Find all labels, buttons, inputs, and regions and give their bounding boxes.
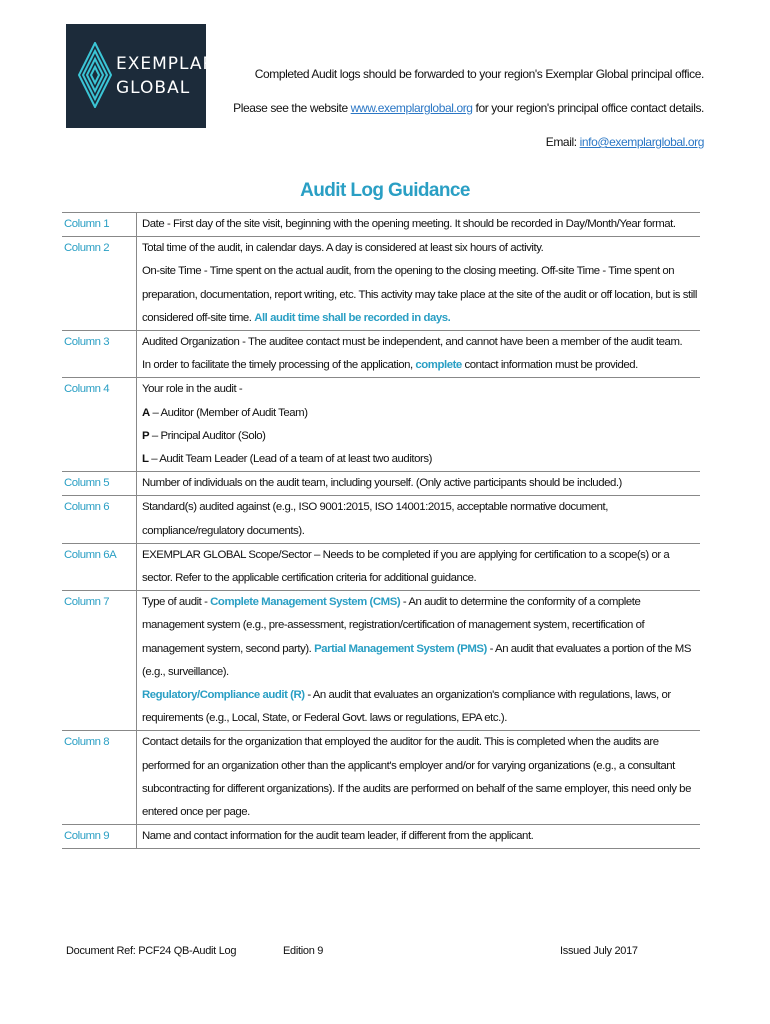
desc-line: Your role in the audit - — [142, 383, 243, 396]
desc-text: Type of audit - — [142, 596, 211, 609]
column-label: Column 7 — [62, 591, 137, 731]
desc-line — [142, 260, 700, 330]
desc-line: Audited Organization - The auditee contact must be independent, and cannot have been a member of the audit team. — [142, 336, 683, 349]
desc-text: - An audit to determine the conformity of a complete management system (e.g., pre-assessment, registration/certification of management system, recertification of management system, second party). — [142, 596, 645, 655]
desc-emphasis: All audit time shall be recorded in days. — [254, 311, 451, 324]
desc-text: In order to facilitate the timely processing of the application, — [142, 359, 416, 372]
header-website-line — [233, 101, 704, 115]
column-description: EXEMPLAR GLOBAL Scope/Sector – Needs to be completed if you are applying for certification to a scope(s) or a sector. Refer to the applicable certification criteria for additional guidance. — [142, 548, 670, 585]
email-label: Email: — [545, 135, 580, 149]
column-description: Date - First day of the site visit, beginning with the opening meeting. It should be recorded in Day/Month/Year format. — [142, 218, 676, 230]
table-row — [62, 331, 700, 378]
pms-term: Partial Management System (PMS) — [314, 642, 487, 655]
desc-text: - An audit that evaluates an organization's compliance with regulations, laws, or requirements (e.g., Local, State, or Federal Govt. laws or regulations, EPA etc.). — [142, 689, 671, 725]
column-label: Column 4 — [62, 378, 137, 472]
column-description — [137, 378, 701, 472]
website-link[interactable]: www.exemplarglobal.org — [350, 101, 473, 115]
header-note: Completed Audit logs should be forwarded to your region's Exemplar Global principal office. — [254, 67, 704, 81]
column-label: Column 9 — [62, 825, 137, 849]
column-description — [137, 331, 701, 378]
column-label: Column 1 — [62, 213, 137, 237]
website-prefix: Please see the website — [233, 101, 351, 115]
role-code: P — [142, 429, 150, 442]
exemplar-global-logo — [66, 24, 216, 128]
role-code: A — [142, 406, 150, 419]
cms-term: Complete Management System (CMS) — [210, 596, 401, 609]
role-auditor — [142, 402, 700, 425]
role-leader — [142, 448, 700, 471]
table-row — [62, 237, 700, 331]
role-text: – Auditor (Member of Audit Team) — [149, 406, 308, 419]
footer-edition: Edition 9 — [283, 945, 324, 957]
role-principal — [142, 425, 700, 448]
desc-text: - An audit that evaluates a portion of the MS (e.g., surveillance). — [142, 642, 691, 678]
guidance-table — [62, 212, 700, 849]
column-description — [137, 237, 701, 331]
footer-issued: Issued July 2017 — [560, 945, 638, 957]
column-description: Standard(s) audited against (e.g., ISO 9001:2015, ISO 14001:2015, acceptable normative document, compliance/regulatory documents). — [142, 501, 608, 537]
desc-line — [142, 354, 700, 377]
column-label: Column 5 — [62, 472, 137, 496]
column-label: Column 6 — [62, 496, 137, 543]
page-title: Audit Log Guidance — [300, 180, 470, 201]
desc-text: contact information must be provided. — [461, 359, 638, 372]
desc-emphasis: complete — [415, 359, 462, 372]
table-row — [62, 591, 700, 731]
role-text: – Principal Auditor (Solo) — [149, 429, 266, 442]
table-row — [62, 543, 700, 590]
column-label: Column 8 — [62, 731, 137, 825]
column-description: Contact details for the organization that employed the auditor for the audit. This is completed when the audits are performed for an organization other than the applicant's employer and/or for varying organizations (e.g., a consultant subcontracting for different organizations). If the audits are performed on behalf of the same employer, this need only be entered once per page. — [142, 736, 691, 819]
column-description: Name and contact information for the audit team leader, if different from the applicant. — [142, 830, 534, 843]
logo-mark-icon — [78, 42, 112, 108]
table-row — [62, 378, 700, 472]
table-row — [62, 472, 700, 496]
column-description: Number of individuals on the audit team, including yourself. (Only active participants should be included.) — [142, 477, 622, 490]
column-description — [137, 591, 701, 731]
desc-text: On-site Time - Time spent on the actual audit, from the opening to the closing meeting. Off-site Time - Time spent on preparation, documentation, report writing, etc. This activity may take place at the site of the audit or off location, but is still considered off-site time. — [142, 265, 697, 324]
header-email-line — [546, 135, 704, 149]
footer-doc-ref: Document Ref: PCF24 QB-Audit Log — [66, 945, 237, 957]
column-label: Column 6A — [62, 543, 137, 590]
regulatory-term: Regulatory/Compliance audit (R) — [142, 689, 305, 702]
table-row — [62, 731, 700, 825]
website-suffix: for your region's principal office contact details. — [472, 101, 704, 115]
desc-line: Total time of the audit, in calendar days. A day is considered at least six hours of activity. — [142, 242, 544, 255]
column-label: Column 3 — [62, 331, 137, 378]
column-label: Column 2 — [62, 237, 137, 331]
table-row — [62, 213, 700, 237]
logo-text-line2: GLOBAL — [116, 78, 191, 98]
table-row — [62, 825, 700, 849]
role-code: L — [142, 453, 149, 466]
role-text: – Audit Team Leader (Lead of a team of at least two auditors) — [148, 453, 432, 466]
logo-text-line1: EXEMPLAR — [116, 54, 216, 74]
email-link[interactable]: info@exemplarglobal.org — [579, 135, 704, 149]
table-row — [62, 496, 700, 543]
